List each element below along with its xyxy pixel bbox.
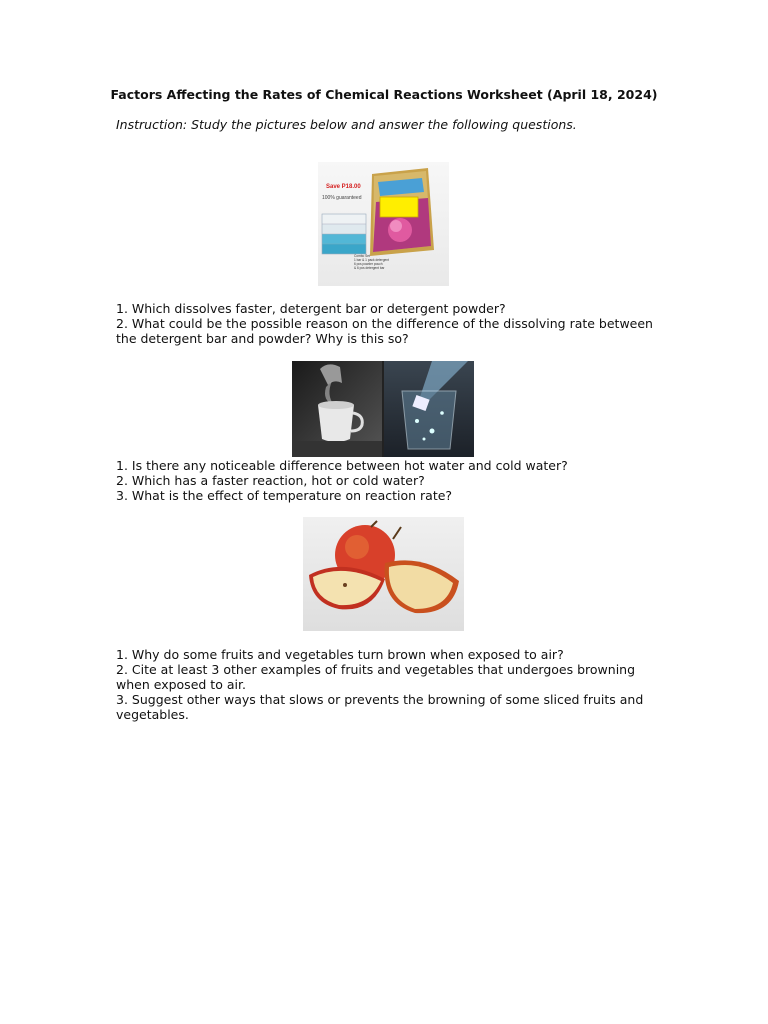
detergent-bars — [322, 214, 366, 254]
worksheet-title: Factors Affecting the Rates of Chemical Reactions Worksheet (April 18, 2024) — [110, 87, 658, 102]
highlight-box — [380, 197, 418, 217]
question-item: 2. What could be the possible reason on the difference of the dissolving rate between the detergent bar and powder? Why is this so? — [116, 316, 653, 346]
question-item: 2. Which has a faster reaction, hot or cold water? — [116, 473, 425, 488]
instruction-text: Instruction: Study the pictures below and answer the following questions. — [116, 117, 577, 132]
combo-text: Combo Set 1 bar & 1 pack detergent 6 pcs powder pouch & 6 pcs detergent bar — [354, 254, 389, 270]
question-item: 1. Why do some fruits and vegetables turn brown when exposed to air? — [116, 647, 564, 662]
guarantee-label: 100% guaranteed — [322, 195, 362, 201]
apple-slice-right — [385, 527, 459, 613]
water-illustration — [292, 361, 474, 457]
question-item: 1. Which dissolves faster, detergent bar or detergent powder? — [116, 301, 506, 316]
section2-questions — [116, 458, 656, 503]
cold-water-glass — [384, 361, 474, 457]
section3-questions — [116, 647, 656, 722]
question-item: 3. What is the effect of temperature on reaction rate? — [116, 488, 453, 503]
hot-water-mug — [292, 361, 382, 457]
apple-illustration — [303, 517, 464, 631]
save-label: Save P18.00 — [326, 184, 361, 190]
sliced-apple-picture — [303, 517, 464, 631]
section1-questions — [116, 301, 656, 346]
question-item: 2. Cite at least 3 other examples of fruits and vegetables that undergoes browning when exposed to air. — [116, 662, 636, 692]
hot-cold-water-picture — [292, 361, 474, 457]
question-item: 3. Suggest other ways that slows or prevents the browning of some sliced fruits and vegetables. — [116, 692, 644, 722]
detergent-picture — [318, 162, 449, 286]
question-item: 1. Is there any noticeable difference between hot water and cold water? — [116, 458, 568, 473]
